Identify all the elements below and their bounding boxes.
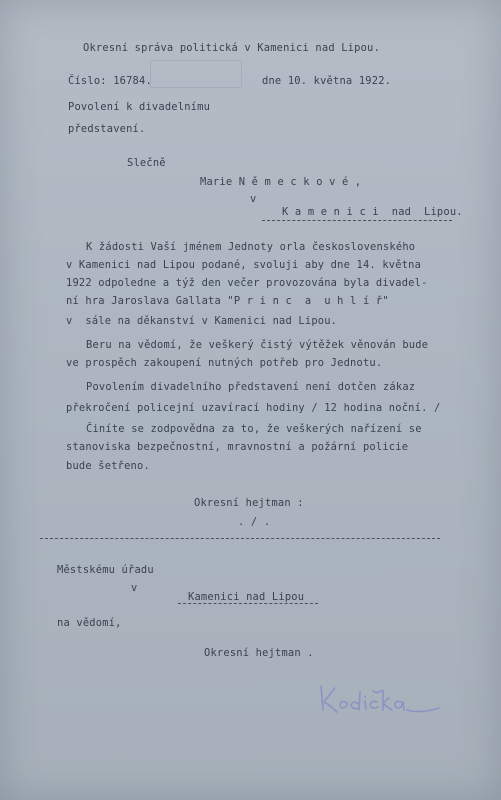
authority-header: Okresní správa politická v Kamenici nad Lipou. xyxy=(83,42,380,54)
faint-stamp-mark xyxy=(150,60,242,88)
copy-note: na vědomí, xyxy=(57,617,122,629)
copy-place: Kamenici nad Lipou xyxy=(188,591,305,603)
body-p4-line-3: bude šetřeno. xyxy=(66,460,150,472)
addressee-place: K a m e n i c i nad Lipou. xyxy=(282,206,463,218)
closing-mark: . / . xyxy=(238,516,271,528)
subject-line-2: představení. xyxy=(68,123,146,135)
copy-v: v xyxy=(131,582,138,594)
salutation: Slečně xyxy=(127,157,166,169)
body-p1-line-3: 1922 odpoledne a týž den večer provozována byla divadel- xyxy=(66,277,428,289)
addressee-underline xyxy=(262,220,452,221)
copy-closing-title: Okresní hejtman . xyxy=(204,647,314,659)
subject-line-1: Povolení k divadelnímu xyxy=(68,101,211,113)
addressee-v: v xyxy=(250,193,257,205)
body-p4-line-2: stanoviska bezpečnostní, mravnostní a požární policie xyxy=(66,441,409,453)
body-p3-line-2: překročení policejní uzavírací hodiny / 12 hodina noční. / xyxy=(66,402,441,414)
body-p1-line-5: v sále na děkanství v Kamenici nad Lipou. xyxy=(66,315,338,327)
copy-place-underline xyxy=(178,603,318,604)
body-p2-line-1: Beru na vědomí, že veškerý čistý výtěžek věnován bude xyxy=(86,339,429,351)
body-p2-line-2: ve prospěch zakoupení nutných potřeb pro Jednotu. xyxy=(66,357,383,369)
copy-recipient: Městskému úřadu xyxy=(57,564,154,576)
reference-number: Číslo: 16784. xyxy=(68,75,152,87)
addressee-name: Marie N ě m e c k o v é , xyxy=(200,176,362,188)
handwritten-signature xyxy=(315,680,445,722)
body-p4-line-1: Činíte se zodpovědna za to, že veškerých nařízení se xyxy=(86,423,422,435)
body-p3-line-1: Povolením divadelního představení není dotčen zákaz xyxy=(86,381,416,393)
body-p1-line-4: ní hra Jaroslava Gallata "P r i n c a u h l í ř" xyxy=(66,295,389,307)
closing-title: Okresní hejtman : xyxy=(194,497,304,509)
body-p1-line-1: K žádosti Vaší jménem Jednoty orla československého xyxy=(86,241,416,253)
separator-line xyxy=(40,538,440,539)
body-p1-line-2: v Kamenici nad Lipou podané, svoluji aby dne 14. května xyxy=(66,259,422,271)
document-date: dne 10. května 1922. xyxy=(262,75,392,87)
